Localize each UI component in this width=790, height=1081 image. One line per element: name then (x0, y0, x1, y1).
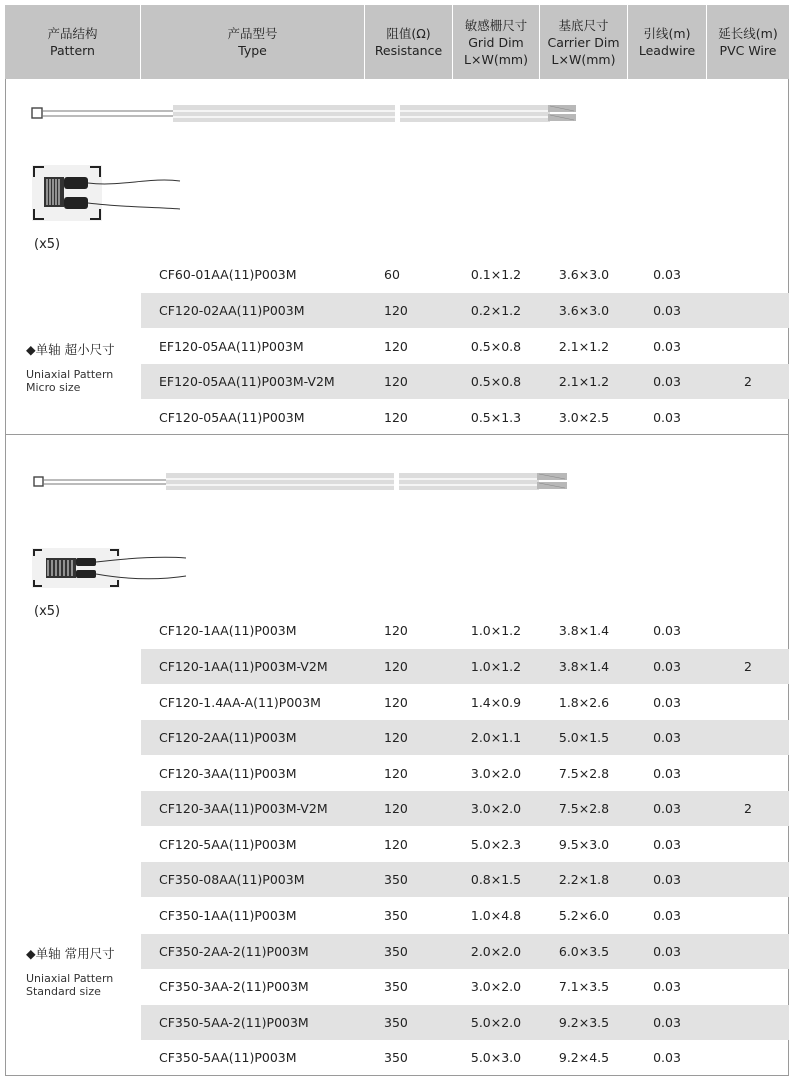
header-pvc-zh: 延长线(m) (718, 26, 778, 41)
leadwire-cell: 0.03 (653, 979, 681, 994)
grid-dim-cell: 5.0×2.3 (470, 837, 522, 852)
grid-dim-cell: 2.0×1.1 (470, 730, 522, 745)
resistance-cell: 350 (384, 872, 408, 887)
table-border-bottom (5, 1075, 789, 1076)
pvc-wire-cell (707, 720, 789, 755)
grid-dim-cell: 1.0×1.2 (470, 623, 522, 638)
carrier-dim-cell: 5.0×1.5 (558, 730, 610, 745)
carrier-dim-cell: 3.8×1.4 (558, 623, 610, 638)
header-pvc (707, 5, 789, 79)
strain-gauge-strip-micro (30, 102, 580, 126)
header-type-en: Type (238, 43, 267, 58)
resistance-cell: 120 (384, 410, 408, 425)
carrier-dim-cell: 1.8×2.6 (558, 695, 610, 710)
grid-dim-cell: 5.0×2.0 (470, 1015, 522, 1030)
leadwire-cell: 0.03 (653, 339, 681, 354)
grid-dim-cell: 1.0×1.2 (470, 659, 522, 674)
resistance-cell: 120 (384, 339, 408, 354)
header-leadwire (628, 5, 706, 79)
grid-dim-cell: 3.0×2.0 (470, 801, 522, 816)
table-row (141, 827, 789, 862)
table-row (141, 649, 789, 684)
header-grid-zh: 敏感栅尺寸 (464, 17, 528, 33)
grid-dim-cell: 1.4×0.9 (470, 695, 522, 710)
grid-dim-cell: 0.5×0.8 (470, 374, 522, 389)
resistance-cell: 350 (384, 1050, 408, 1065)
header-carrier-en1: Carrier Dim (547, 34, 620, 50)
pvc-wire-cell (707, 257, 789, 292)
header-pattern (5, 5, 140, 79)
pattern-label-micro (26, 340, 115, 394)
leadwire-cell: 0.03 (653, 1015, 681, 1030)
resistance-cell: 350 (384, 979, 408, 994)
multiplier-label: (x5) (34, 237, 61, 252)
header-grid-en2: L×W(mm) (464, 51, 528, 67)
carrier-dim-cell: 3.8×1.4 (558, 659, 610, 674)
table-row (141, 685, 789, 720)
header-carrier-en2: L×W(mm) (551, 51, 616, 67)
pattern-size-en: Micro size (26, 381, 81, 394)
leadwire-cell: 0.03 (653, 695, 681, 710)
carrier-dim-cell: 2.1×1.2 (558, 374, 610, 389)
header-divider (627, 5, 628, 79)
resistance-cell: 120 (384, 659, 408, 674)
header-leadwire-en: Leadwire (638, 43, 696, 58)
grid-dim-cell: 0.5×0.8 (470, 339, 522, 354)
type-cell: CF120-5AA(11)P003M (159, 837, 297, 852)
pvc-wire-cell (707, 862, 789, 897)
table-row (141, 862, 789, 897)
table-row (141, 293, 789, 328)
carrier-dim-cell: 7.5×2.8 (558, 766, 610, 781)
resistance-cell: 120 (384, 730, 408, 745)
carrier-dim-cell: 2.2×1.8 (558, 872, 610, 887)
grid-dim-cell: 0.1×1.2 (470, 267, 522, 282)
pvc-wire-cell (707, 613, 789, 648)
header-leadwire-zh: 引线(m) (643, 26, 691, 41)
type-cell: CF350-5AA(11)P003M (159, 1050, 297, 1065)
resistance-cell: 120 (384, 623, 408, 638)
carrier-dim-cell: 9.2×4.5 (558, 1050, 610, 1065)
grid-dim-cell: 0.8×1.5 (470, 872, 522, 887)
type-cell: EF120-05AA(11)P003M-V2M (159, 374, 335, 389)
header-grid-en1: Grid Dim (468, 34, 524, 50)
resistance-cell: 120 (384, 766, 408, 781)
leadwire-cell: 0.03 (653, 801, 681, 816)
type-cell: CF120-2AA(11)P003M (159, 730, 297, 745)
carrier-dim-cell: 3.6×3.0 (558, 267, 610, 282)
table-row (141, 898, 789, 933)
pvc-wire-cell (707, 898, 789, 933)
strain-gauge-photo-micro (30, 163, 185, 223)
pattern-label-standard (26, 944, 115, 998)
header-resistance-en: Resistance (374, 43, 443, 58)
pvc-wire-cell (707, 293, 789, 328)
leadwire-cell: 0.03 (653, 374, 681, 389)
carrier-dim-cell: 2.1×1.2 (558, 339, 610, 354)
header-type-zh: 产品型号 (227, 26, 278, 41)
pvc-wire-cell (707, 1005, 789, 1040)
grid-dim-cell: 1.0×4.8 (470, 908, 522, 923)
carrier-dim-cell: 3.6×3.0 (558, 303, 610, 318)
grid-dim-cell: 2.0×2.0 (470, 944, 522, 959)
resistance-cell: 350 (384, 944, 408, 959)
pvc-wire-cell (707, 969, 789, 1004)
type-cell: CF350-2AA-2(11)P003M (159, 944, 309, 959)
header-carrier-zh: 基底尺寸 (558, 17, 609, 33)
resistance-cell: 120 (384, 837, 408, 852)
resistance-cell: 120 (384, 374, 408, 389)
table-row (141, 791, 789, 826)
table-row (141, 364, 789, 399)
resistance-cell: 120 (384, 695, 408, 710)
table-row (141, 934, 789, 969)
header-divider (364, 5, 365, 79)
header-divider (706, 5, 707, 79)
leadwire-cell: 0.03 (653, 766, 681, 781)
type-cell: CF60-01AA(11)P003M (159, 267, 297, 282)
carrier-dim-cell: 7.1×3.5 (558, 979, 610, 994)
table-row (141, 720, 789, 755)
header-pattern-zh: 产品结构 (47, 26, 98, 41)
type-cell: CF120-3AA(11)P003M (159, 766, 297, 781)
carrier-dim-cell: 3.0×2.5 (558, 410, 610, 425)
pattern-name-en: Uniaxial Pattern (26, 972, 114, 985)
leadwire-cell: 0.03 (653, 872, 681, 887)
header-resistance (365, 5, 452, 79)
type-cell: CF120-1AA(11)P003M-V2M (159, 659, 328, 674)
header-pattern-en: Pattern (50, 43, 95, 58)
leadwire-cell: 0.03 (653, 908, 681, 923)
leadwire-cell: 0.03 (653, 730, 681, 745)
header-divider (452, 5, 453, 79)
header-resistance-zh: 阻值(Ω) (386, 26, 431, 41)
carrier-dim-cell: 9.2×3.5 (558, 1015, 610, 1030)
resistance-cell: 120 (384, 801, 408, 816)
leadwire-cell: 0.03 (653, 267, 681, 282)
pvc-wire-cell (707, 1040, 789, 1075)
type-cell: CF120-1AA(11)P003M (159, 623, 297, 638)
grid-dim-cell: 3.0×2.0 (470, 979, 522, 994)
table-row (141, 969, 789, 1004)
table-row (141, 257, 789, 292)
type-cell: CF120-05AA(11)P003M (159, 410, 305, 425)
leadwire-cell: 0.03 (653, 410, 681, 425)
type-cell: EF120-05AA(11)P003M (159, 339, 304, 354)
pvc-wire-cell: 2 (744, 374, 752, 389)
type-cell: CF350-1AA(11)P003M (159, 908, 297, 923)
pvc-wire-cell: 2 (744, 801, 752, 816)
grid-dim-cell: 0.2×1.2 (470, 303, 522, 318)
header-grid (453, 5, 539, 79)
leadwire-cell: 0.03 (653, 837, 681, 852)
header-divider (539, 5, 540, 79)
pvc-wire-cell (707, 329, 789, 364)
carrier-dim-cell: 6.0×3.5 (558, 944, 610, 959)
type-cell: CF350-08AA(11)P003M (159, 872, 305, 887)
resistance-cell: 350 (384, 908, 408, 923)
pvc-wire-cell (707, 400, 789, 435)
header-pvc-en: PVC Wire (719, 43, 777, 58)
pvc-wire-cell: 2 (744, 659, 752, 674)
table-border-left (5, 79, 6, 1075)
type-cell: CF120-3AA(11)P003M-V2M (159, 801, 328, 816)
table-row (141, 400, 789, 435)
strain-gauge-strip-standard (30, 470, 580, 494)
table-row (141, 613, 789, 648)
type-cell: CF350-3AA-2(11)P003M (159, 979, 309, 994)
table-row (141, 1005, 789, 1040)
pattern-name-zh: ◆单轴 常用尺寸 (26, 946, 115, 961)
pattern-name-en: Uniaxial Pattern (26, 368, 114, 381)
pvc-wire-cell (707, 756, 789, 791)
type-cell: CF120-1.4AA-A(11)P003M (159, 695, 321, 710)
table-row (141, 329, 789, 364)
grid-dim-cell: 5.0×3.0 (470, 1050, 522, 1065)
resistance-cell: 120 (384, 303, 408, 318)
pattern-size-en: Standard size (26, 985, 101, 998)
grid-dim-cell: 3.0×2.0 (470, 766, 522, 781)
carrier-dim-cell: 9.5×3.0 (558, 837, 610, 852)
header-divider (140, 5, 141, 79)
resistance-cell: 350 (384, 1015, 408, 1030)
pattern-name-zh: ◆单轴 超小尺寸 (26, 342, 115, 357)
header-carrier (540, 5, 627, 79)
leadwire-cell: 0.03 (653, 944, 681, 959)
pvc-wire-cell (707, 685, 789, 720)
type-cell: CF120-02AA(11)P003M (159, 303, 305, 318)
leadwire-cell: 0.03 (653, 303, 681, 318)
table-row (141, 756, 789, 791)
pvc-wire-cell (707, 934, 789, 969)
table-row (141, 1040, 789, 1075)
carrier-dim-cell: 5.2×6.0 (558, 908, 610, 923)
resistance-cell: 60 (384, 267, 400, 282)
carrier-dim-cell: 7.5×2.8 (558, 801, 610, 816)
type-cell: CF350-5AA-2(11)P003M (159, 1015, 309, 1030)
strain-gauge-photo-standard (30, 546, 190, 590)
header-type (141, 5, 364, 79)
multiplier-label: (x5) (34, 604, 61, 619)
leadwire-cell: 0.03 (653, 659, 681, 674)
grid-dim-cell: 0.5×1.3 (470, 410, 522, 425)
leadwire-cell: 0.03 (653, 623, 681, 638)
leadwire-cell: 0.03 (653, 1050, 681, 1065)
pvc-wire-cell (707, 827, 789, 862)
